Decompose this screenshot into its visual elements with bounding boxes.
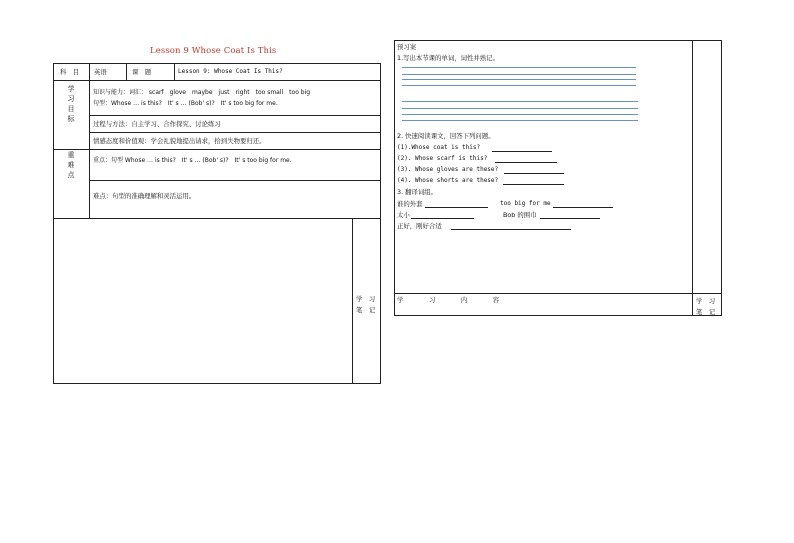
knowledge-sentences: 句型：Whose … is this? It' s … (Bob' s)? It' s too big for me. (93, 100, 278, 107)
blank-line (540, 218, 600, 219)
keypoints-label: 重难点 (67, 151, 75, 179)
subject-label: 科 目 (60, 68, 80, 76)
row-divider (53, 149, 381, 150)
row-divider (89, 115, 381, 116)
q3-item-3: 太小 (397, 211, 410, 219)
col-divider (692, 40, 693, 315)
subject-value: 英语 (94, 68, 107, 76)
q2-item-1: (1).Whose coat is this? (397, 144, 481, 151)
difficult-point: 难点：句型的准确理解和灵活运用。 (93, 192, 196, 200)
answer-line (402, 120, 638, 121)
answer-line (402, 85, 636, 86)
key-point: 重点：句型 Whose … is this? It' s … (Bob' s)? It' s too big for me. (93, 157, 292, 164)
answer-line (402, 101, 638, 102)
blank-line (495, 162, 557, 163)
row-divider (394, 293, 722, 294)
study-content-label: 学 习 内 容 (397, 296, 500, 304)
row-divider (89, 132, 381, 133)
row-divider (53, 80, 381, 81)
left-notes-label: 学 习 笔 记 (356, 295, 376, 314)
knowledge-vocab: 知识与能力：词汇： scarf glove maybe just right too small too big (93, 89, 311, 96)
blank-line (553, 207, 613, 208)
answer-line (402, 114, 638, 115)
blank-line (492, 151, 552, 152)
blank-line (504, 173, 564, 174)
right-table-border-bottom (394, 315, 722, 316)
preview-label: 预习案 (397, 43, 417, 51)
row-divider (89, 180, 381, 181)
answer-line (402, 74, 636, 75)
emotion-values: 情感态度和价值观：学会礼貌地提出请求，拾到失物要归还。 (93, 137, 266, 145)
q2-item-3: (3). Whose gloves are these? (397, 166, 499, 173)
q2-item-2: (2). Whose scarf is this? (397, 155, 488, 162)
topic-label: 课 题 (132, 68, 152, 76)
q3-item-2: too big for me (500, 200, 551, 207)
question-2: 2. 快速阅读课文，回答下列问题。 (397, 132, 495, 140)
blank-line (451, 229, 571, 230)
left-table-border-left (53, 63, 54, 384)
left-table-border-right (380, 63, 381, 384)
lesson-title: Lesson 9 Whose Coat Is This (150, 46, 277, 56)
q3-item-4: Bob 的围巾 (503, 211, 537, 219)
right-table-border-right (721, 40, 722, 316)
q2-item-4: (4). Whose shorts are these? (397, 177, 499, 184)
topic-value: Lesson 9: Whose Coat Is This? (178, 68, 283, 75)
col-divider (352, 218, 353, 383)
question-1: 1.写出本节课的单词，词性并熟记。 (397, 54, 499, 62)
blank-line (411, 218, 474, 219)
blank-line (503, 184, 564, 185)
objectives-label: 学习目标 (67, 85, 75, 123)
row-divider (53, 218, 381, 219)
left-table-border-top (53, 63, 381, 64)
col-divider (89, 63, 90, 218)
answer-line (402, 79, 636, 80)
right-table-border-left (394, 40, 395, 316)
col-divider (126, 63, 127, 80)
col-divider (174, 63, 175, 80)
right-notes-label: 学 习 笔 记 (696, 297, 716, 316)
left-table-border-bottom (53, 383, 381, 384)
process-methods: 过程与方法：自主学习、合作探究、讨论练习 (93, 120, 221, 128)
q3-item-1: 谁的外套 (397, 200, 423, 208)
q3-item-5: 正好，刚好合适 (397, 222, 442, 230)
question-3: 3. 翻译词组。 (397, 188, 438, 196)
blank-line (425, 207, 488, 208)
answer-line (402, 108, 638, 109)
answer-line (402, 67, 636, 68)
right-table-border-top (394, 40, 722, 41)
